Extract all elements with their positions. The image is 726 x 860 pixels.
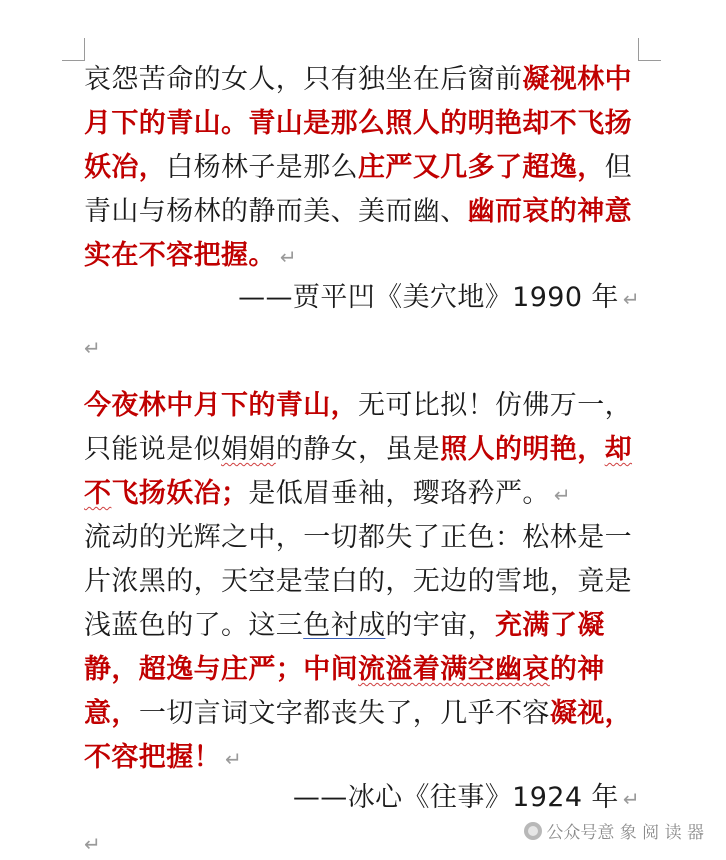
text-normal: 白杨林子是那么 xyxy=(166,152,359,183)
text-highlight: 凝视林中月下的青山。青山是那么照人的明艳却不飞扬妖冶， xyxy=(84,64,633,183)
paragraph-mark: ↵ xyxy=(622,787,640,811)
text-highlight: 飞扬妖冶； xyxy=(111,478,249,509)
watermark xyxy=(524,818,704,843)
text-normal: 的宇宙， xyxy=(385,610,496,641)
attribution-author: 贾平凹 xyxy=(292,282,376,313)
attribution-dash: —— xyxy=(292,782,348,813)
page-corner-mark xyxy=(638,38,661,61)
text-normal: 一切言词文字都丧失了，几乎不容 xyxy=(138,698,550,729)
attribution-author: 冰心 xyxy=(347,782,403,813)
text-highlight: 流溢着满空幽哀 xyxy=(358,654,550,685)
paragraph-2 xyxy=(84,384,640,517)
watermark-text: 公众号意 象 阅 读 器 xyxy=(546,823,704,843)
text-spellcheck: 娟娟 xyxy=(221,434,276,465)
text-highlight: 庄严又几多了超逸， xyxy=(358,152,605,183)
text-grammar: 色衬成 xyxy=(303,610,386,641)
attribution-title: 《往事》 xyxy=(402,782,513,813)
paragraph-mark: ↵ xyxy=(279,245,297,269)
text-highlight: 照人的明艳， xyxy=(440,434,605,465)
text-highlight: 的神意， xyxy=(84,654,605,729)
paragraph-mark: ↵ xyxy=(225,747,243,771)
text-highlight: 凝视，不容把握！ xyxy=(84,698,633,773)
text-normal: 哀怨苦命的女人，只有独坐在后窗前 xyxy=(84,64,523,95)
text-highlight: 幽而哀的神意实在不容把握。 xyxy=(84,196,633,271)
paragraph-mark: ↵ xyxy=(622,287,640,311)
attribution-year: 1990 年 xyxy=(512,282,619,313)
paragraph-mark: ↵ xyxy=(553,483,571,507)
paragraph-1 xyxy=(84,58,640,279)
page-corner-mark xyxy=(62,38,85,61)
attribution-2 xyxy=(293,776,640,821)
text-normal: 但青山与杨林的静而美、美而幽、 xyxy=(84,152,633,227)
attribution-1 xyxy=(238,276,640,321)
text-highlight: 今夜林中月下的青山， xyxy=(84,390,358,421)
paragraph-3 xyxy=(84,516,640,781)
text-normal: 无可比拟！仿佛万一，只能说是似 xyxy=(84,390,632,465)
empty-paragraph-mark: ↵ xyxy=(84,832,101,856)
text-normal: 流动的光辉之中，一切都失了正色：松林是一片浓黑的，天空是莹白的，无边的雪地，竟是浅蓝色的了。这三 xyxy=(84,522,632,641)
text-highlight: 却不 xyxy=(84,434,633,509)
attribution-title: 《美穴地》 xyxy=(375,282,513,313)
attribution-dash: —— xyxy=(238,282,293,313)
text-highlight: 充满了凝静，超逸与庄严；中间 xyxy=(84,610,605,685)
text-normal: 的静女，虽是 xyxy=(275,434,441,465)
empty-paragraph-mark: ↵ xyxy=(84,336,101,360)
text-normal: 是低眉垂袖，璎珞矜严。 xyxy=(248,478,550,509)
wechat-icon xyxy=(524,822,542,840)
attribution-year: 1924 年 xyxy=(512,782,619,813)
